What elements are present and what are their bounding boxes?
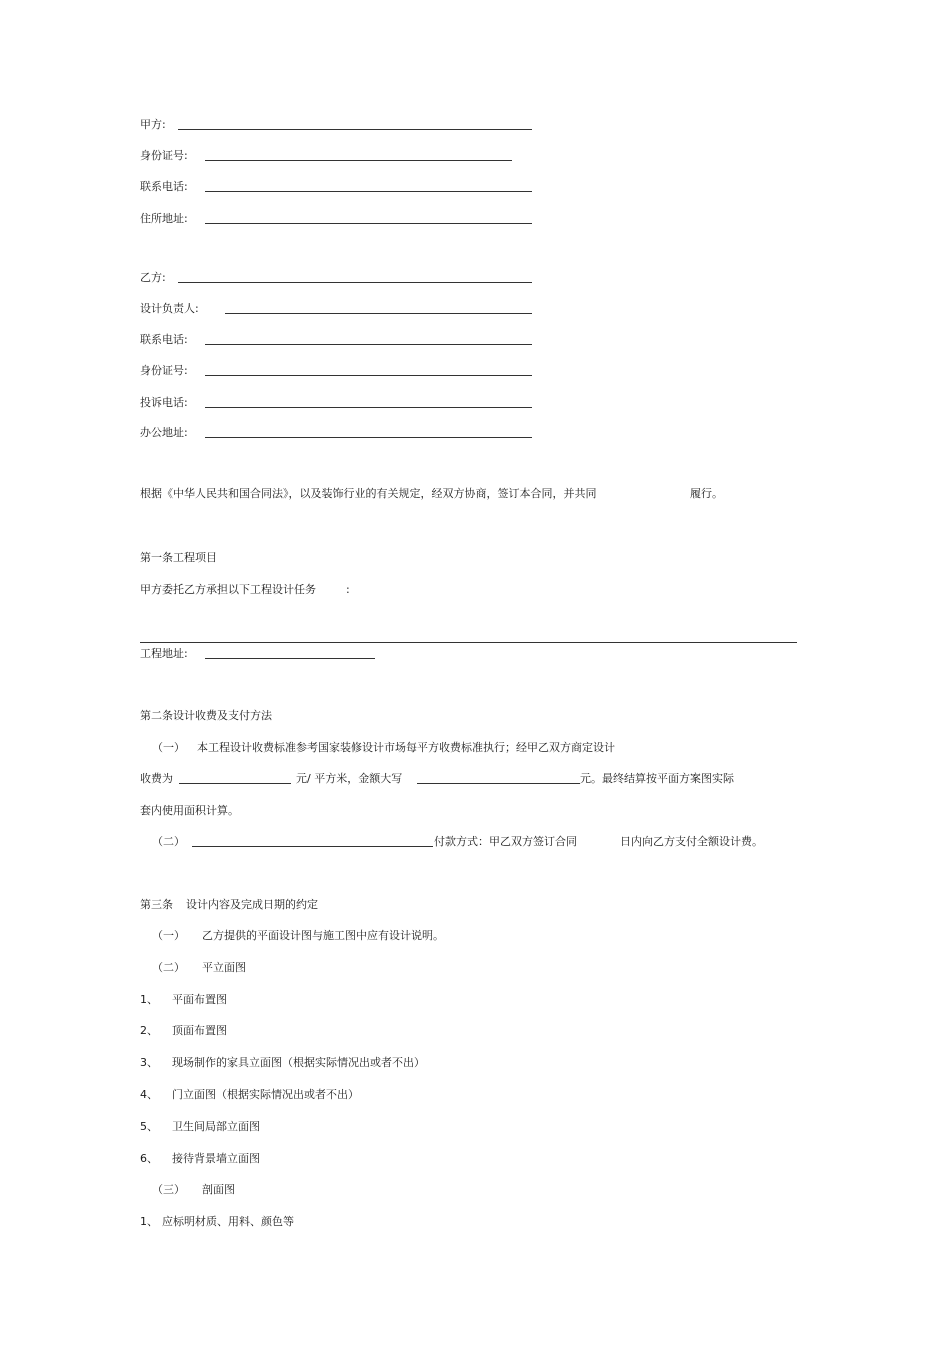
article3-item3-marker: （三）: [152, 1183, 185, 1196]
party-a-id-label: 身份证号:: [140, 149, 188, 162]
party-b-id-blank: [205, 375, 532, 376]
party-a-label: 甲方:: [140, 118, 166, 131]
article1-text: 甲方委托乙方承担以下工程设计任务: [140, 583, 316, 596]
list-item: 接待背景墙立面图: [172, 1152, 260, 1165]
party-a-address-blank: [205, 223, 532, 224]
area-text: 套内使用面积计算。: [140, 804, 239, 817]
party-b-phone-label: 联系电话:: [140, 333, 188, 346]
fee-unit: 元/ 平方米，金额大写: [296, 772, 403, 785]
party-a-phone-label: 联系电话:: [140, 180, 188, 193]
payment-blank: [192, 846, 433, 847]
party-b-designer-label: 设计负责人:: [140, 302, 199, 315]
list-item: 卫生间局部立面图: [172, 1120, 260, 1133]
article2-item2-marker: （二）: [152, 835, 185, 848]
article3-item1-text: 乙方提供的平面设计图与施工图中应有设计说明。: [202, 929, 444, 942]
article3-title: 第三条: [140, 898, 173, 911]
list-item-number: 2、: [140, 1024, 158, 1037]
list-item: 门立面图（根据实际情况出或者不出）: [172, 1088, 359, 1101]
article3-item3-text: 剖面图: [202, 1183, 235, 1196]
project-blank-line: [140, 642, 797, 643]
section-list-number: 1、: [140, 1215, 158, 1228]
party-b-office-label: 办公地址:: [140, 426, 188, 439]
party-a-address-label: 住所地址:: [140, 212, 188, 225]
party-b-name-blank: [178, 282, 532, 283]
payment-text: 付款方式：甲乙双方签订合同: [434, 835, 577, 848]
fee-amount-blank: [417, 783, 580, 784]
site-address-label: 工程地址:: [140, 647, 188, 660]
party-b-office-blank: [205, 437, 532, 438]
article3-item1-marker: （一）: [152, 929, 185, 942]
list-item: 现场制作的家具立面图（根据实际情况出或者不出）: [172, 1056, 425, 1069]
party-a-id-blank: [205, 160, 512, 161]
payment-tail: 日内向乙方支付全额设计费。: [620, 835, 763, 848]
article3-subtitle: 设计内容及完成日期的约定: [186, 898, 318, 911]
list-item-number: 1、: [140, 993, 158, 1006]
section-list-item: 应标明材质、用料、颜色等: [162, 1215, 294, 1228]
list-item-number: 3、: [140, 1056, 158, 1069]
article2-title: 第二条设计收费及支付方法: [140, 709, 272, 722]
party-b-phone-blank: [205, 344, 532, 345]
list-item: 平面布置图: [172, 993, 227, 1006]
article2-item1-text: 本工程设计收费标准参考国家装修设计市场每平方收费标准执行；经甲乙双方商定设计: [197, 741, 615, 754]
article2-item1-marker: （一）: [152, 741, 185, 754]
article3-item2-marker: （二）: [152, 961, 185, 974]
preamble-tail: 履行。: [690, 487, 723, 500]
party-b-id-label: 身份证号:: [140, 364, 188, 377]
party-b-complaint-label: 投诉电话:: [140, 396, 188, 409]
fee-tail: 元。最终结算按平面方案图实际: [580, 772, 734, 785]
list-item-number: 6、: [140, 1152, 158, 1165]
party-b-complaint-blank: [205, 407, 532, 408]
fee-label: 收费为: [140, 772, 173, 785]
party-b-designer-blank: [225, 313, 532, 314]
fee-rate-blank: [179, 783, 291, 784]
list-item-number: 4、: [140, 1088, 158, 1101]
article1-title: 第一条工程项目: [140, 551, 217, 564]
preamble-text: 根据《中华人民共和国合同法》，以及装饰行业的有关规定，经双方协商，签订本合同，并共同: [140, 487, 597, 500]
article3-item2-text: 平立面图: [202, 961, 246, 974]
list-item-number: 5、: [140, 1120, 158, 1133]
site-address-blank: [205, 658, 375, 659]
party-a-phone-blank: [205, 191, 532, 192]
party-a-name-blank: [178, 129, 532, 130]
party-b-label: 乙方:: [140, 271, 166, 284]
article1-colon: :: [346, 583, 350, 596]
list-item: 顶面布置图: [172, 1024, 227, 1037]
